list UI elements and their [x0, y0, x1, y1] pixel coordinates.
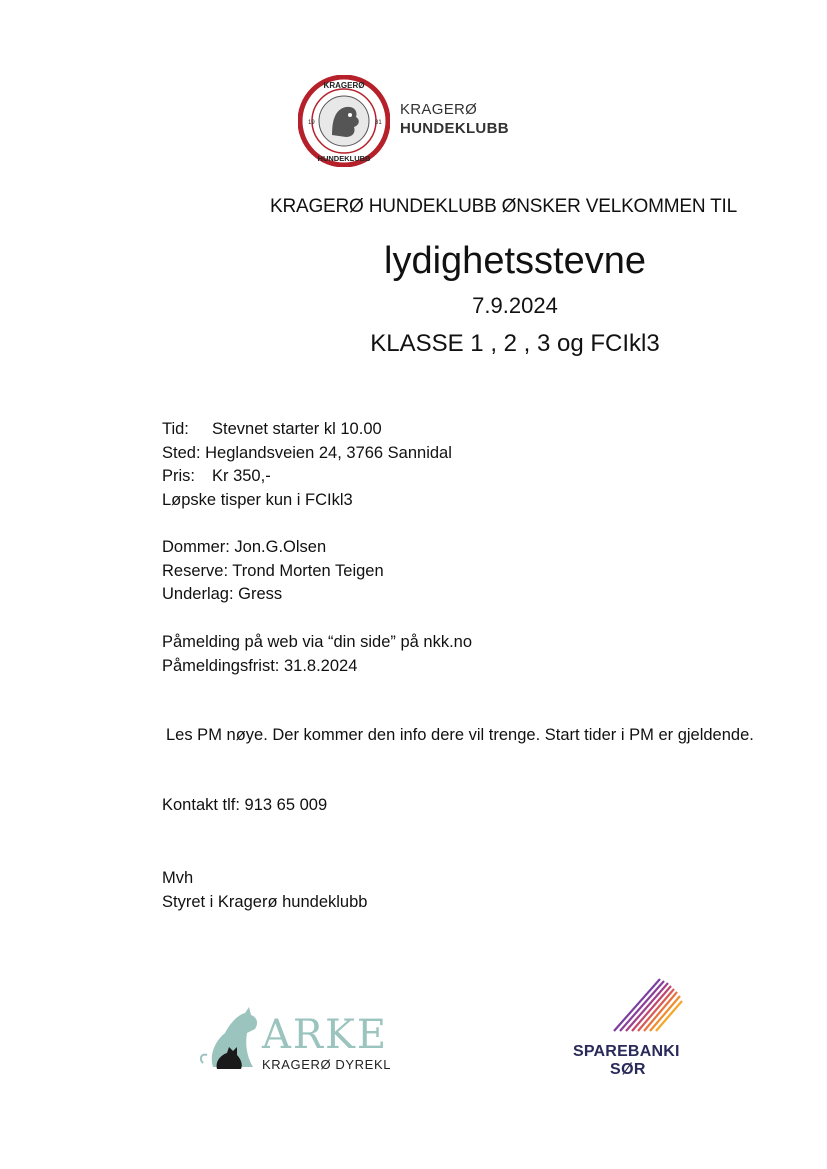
- badge-year-left: 19: [308, 120, 315, 126]
- event-date: 7.9.2024: [472, 293, 558, 318]
- event-details: [162, 418, 452, 512]
- welcome-heading: KRAGERØ HUNDEKLUBB ØNSKER VELKOMMEN TIL: [270, 196, 737, 217]
- registration-method: Påmelding på web via “din side” på nkk.no: [162, 633, 473, 651]
- badge-top-text: KRAGERØ: [323, 81, 365, 90]
- place-value: Heglandsveien 24, 3766 Sannidal: [205, 443, 452, 462]
- club-logo-name-line2: HUNDEKLUBB: [400, 120, 509, 137]
- arke-subtitle: KRAGERØ DYREKL: [262, 1057, 392, 1072]
- registration: [162, 631, 472, 678]
- reserve-line: Reserve: Trond Morten Teigen: [162, 561, 384, 580]
- place-row: [162, 442, 452, 466]
- event-title: lydighetsstevne: [384, 240, 646, 282]
- closing-signature: Styret i Kragerø hundeklubb: [162, 892, 368, 911]
- badge-year-right: 81: [375, 120, 382, 126]
- registration-deadline: Påmeldingsfrist: 31.8.2024: [162, 656, 358, 675]
- club-logo-name: [400, 100, 509, 138]
- heat-note: Løpske tisper kun i FCIkl3: [162, 490, 353, 509]
- sparebank-logo: [570, 975, 700, 1080]
- contact-line: Kontakt tlf: 913 65 009: [162, 796, 328, 814]
- surface-line: Underlag: Gress: [162, 585, 283, 603]
- price-value: Kr 350,-: [212, 467, 271, 485]
- sparebank-stripes-icon: [608, 975, 688, 1035]
- officials: [162, 536, 384, 607]
- judge-line: Dommer: Jon.G.Olsen: [162, 538, 327, 556]
- place-label: Sted:: [162, 443, 201, 462]
- sparebank-name: SPAREBANKI: [573, 1043, 680, 1060]
- badge-bottom-text: HUNDEKLUBB: [317, 154, 371, 163]
- arke-wordmark: ARKE: [262, 1012, 389, 1058]
- sparebank-name-line2: SØR: [610, 1061, 646, 1078]
- closing: [162, 867, 367, 914]
- price-label: Pris:: [162, 467, 195, 485]
- pm-note: Les PM nøye. Der kommer den info dere vil trenge. Start tider i PM er gjeldende.: [166, 726, 754, 744]
- time-value: Stevnet starter kl 10.00: [212, 420, 382, 438]
- time-label: Tid:: [162, 420, 189, 438]
- price-row: [162, 465, 452, 489]
- club-logo-name-line1: KRAGERØ: [400, 101, 478, 118]
- closing-greeting: Mvh: [162, 869, 194, 887]
- event-classes: KLASSE 1 , 2 , 3 og FCIkl3: [370, 330, 660, 357]
- time-row: [162, 418, 452, 442]
- club-logo-badge: [298, 75, 390, 167]
